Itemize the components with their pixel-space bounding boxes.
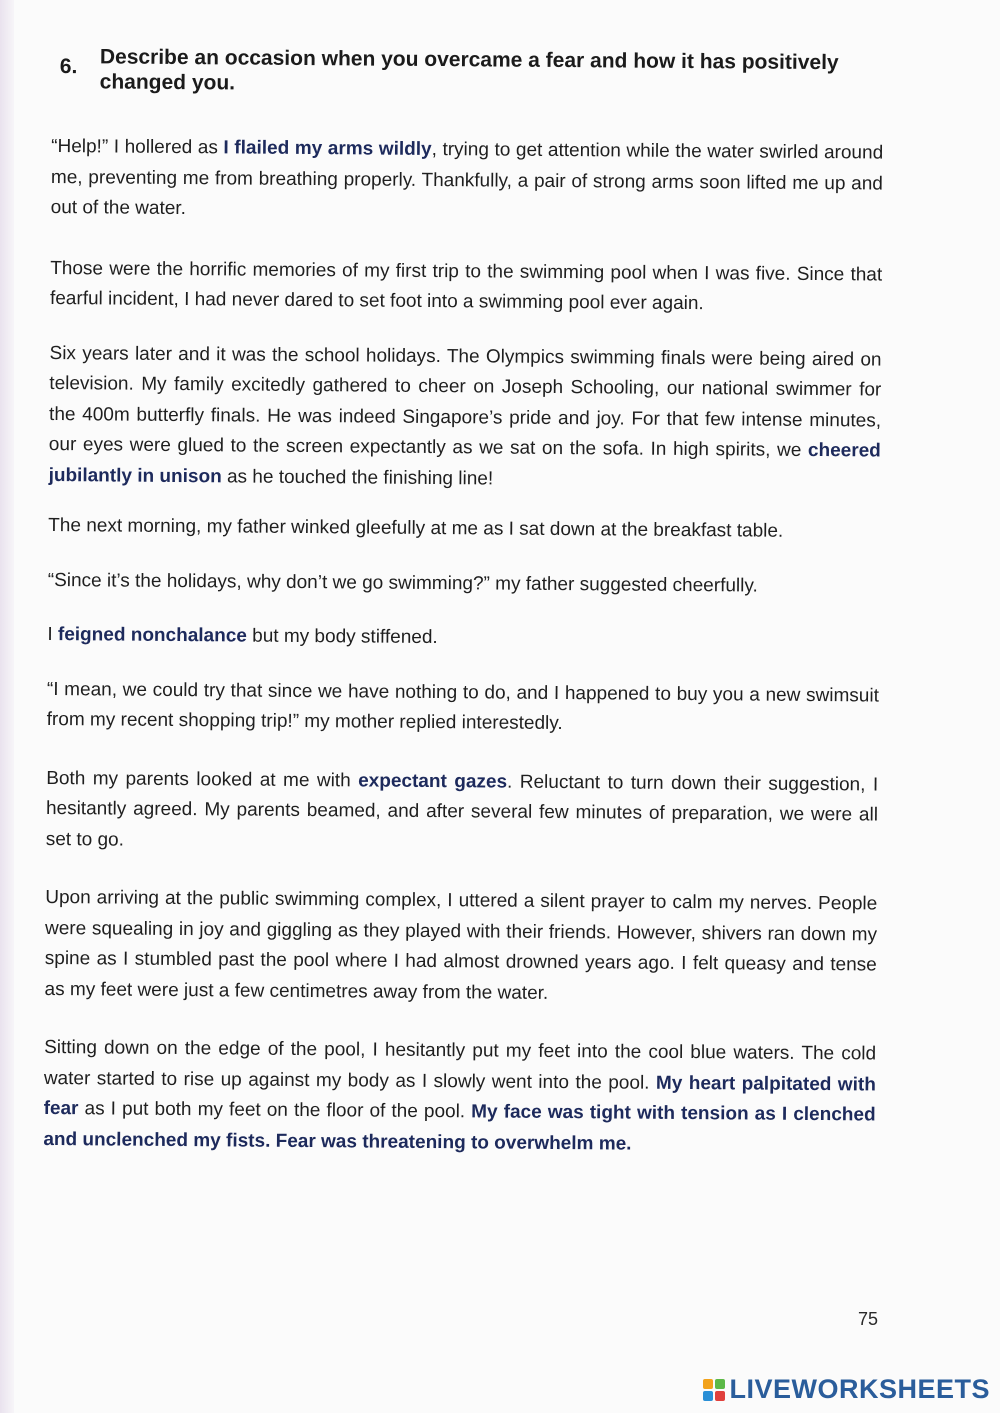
logo-square [715,1379,725,1389]
question-number: 6. [59,55,78,79]
text-segment: I [47,623,59,646]
paragraph [48,338,881,497]
text-segment: Upon arriving at the public swimming complex, I uttered a silent prayer to calm my nerves. People were squealing in joy and giggling as they played with their friends. However, shivers ran down my spine as I stumbled past the pool where I had almost drowned years ago. I felt queasy and tense as my feet were just a few centimetres away from the water. [44,886,878,1004]
text-segment: Those were the horrific memories of my first trip to the swimming pool when I was five. Since that fearful incident, I had never dared to set foot into a swimming pool ever again. [49,257,883,315]
paragraph [48,511,880,548]
worksheet-content [43,44,884,1162]
text-segment: Both my parents looked at me with [46,767,359,791]
highlighted-phrase: My face was tight with tension as I clenched and unclenched my fists. Fear was threatening to overwhelm me. [43,1101,876,1155]
paragraph [43,1033,876,1162]
text-segment: . Reluctant to turn down their suggestion, I hesitantly agreed. My parents beamed, and after several few minutes of preparation, we were all set to go. [45,771,879,851]
paragraph [47,674,879,742]
highlighted-phrase: My heart palpitated with fear [43,1072,876,1120]
paragraph [44,883,877,1012]
text-segment: Six years later and it was the school holidays. The Olympics swimming finals were being aired on television. My family excitedly gathered to cheer on Joseph Schooling, our national swimmer for the 400m butterfly finals. He was indeed Singapore’s pride and joy. For that few intense minutes, our eyes were glued to the screen expectantly as we sat on the sofa. In high spirits, we [48,342,882,461]
liveworksheets-logo-icon [703,1379,725,1401]
text-segment: The next morning, my father winked gleefully at me as I sat down at the breakfast table. [48,514,784,542]
highlighted-phrase: expectant gazes [358,769,508,793]
paragraph [47,620,879,657]
question-heading [60,44,884,100]
text-segment: , trying to get attention while the water swirled around me, preventing me from breathing properly. Thankfully, a pair of strong arms soon lifted me up and out of the water. [50,138,884,220]
text-segment: “I mean, we could try that since we have nothing to do, and I happened to buy you a new swimsuit from my recent shopping trip!” my mother replied interestedly. [46,678,879,735]
highlighted-phrase: I flailed my arms wildly [223,137,432,160]
text-segment: “Help!” I hollered as [51,135,224,159]
text-segment: as I put both my feet on the floor of the pool. [78,1098,472,1123]
watermark-text: LIVEWORKSHEETS [729,1374,990,1404]
paragraph [48,565,880,602]
question-text: Describe an occasion when you overcame a fear and how it has positively changed you. [99,45,839,95]
logo-square [715,1391,725,1401]
paragraph [50,253,882,321]
highlighted-phrase: cheered jubilantly in unison [48,439,881,487]
liveworksheets-watermark [703,1374,990,1405]
paragraph [46,763,879,861]
text-segment: Sitting down on the edge of the pool, I hesitantly put my feet into the cool blue waters. The cold water started to rise up against my body as I slowly went into the pool. [43,1036,877,1094]
logo-square [703,1391,713,1401]
logo-square [703,1379,713,1389]
highlighted-phrase: feigned nonchalance [57,624,247,647]
text-segment: as he touched the finishing line! [221,465,494,489]
page-number: 75 [858,1309,879,1329]
paragraph [51,132,884,230]
text-segment: “Since it’s the holidays, why don’t we go swimming?” my father suggested cheerfully. [47,569,758,597]
text-segment: but my body stiffened. [246,625,438,649]
page-edge [0,0,14,1413]
